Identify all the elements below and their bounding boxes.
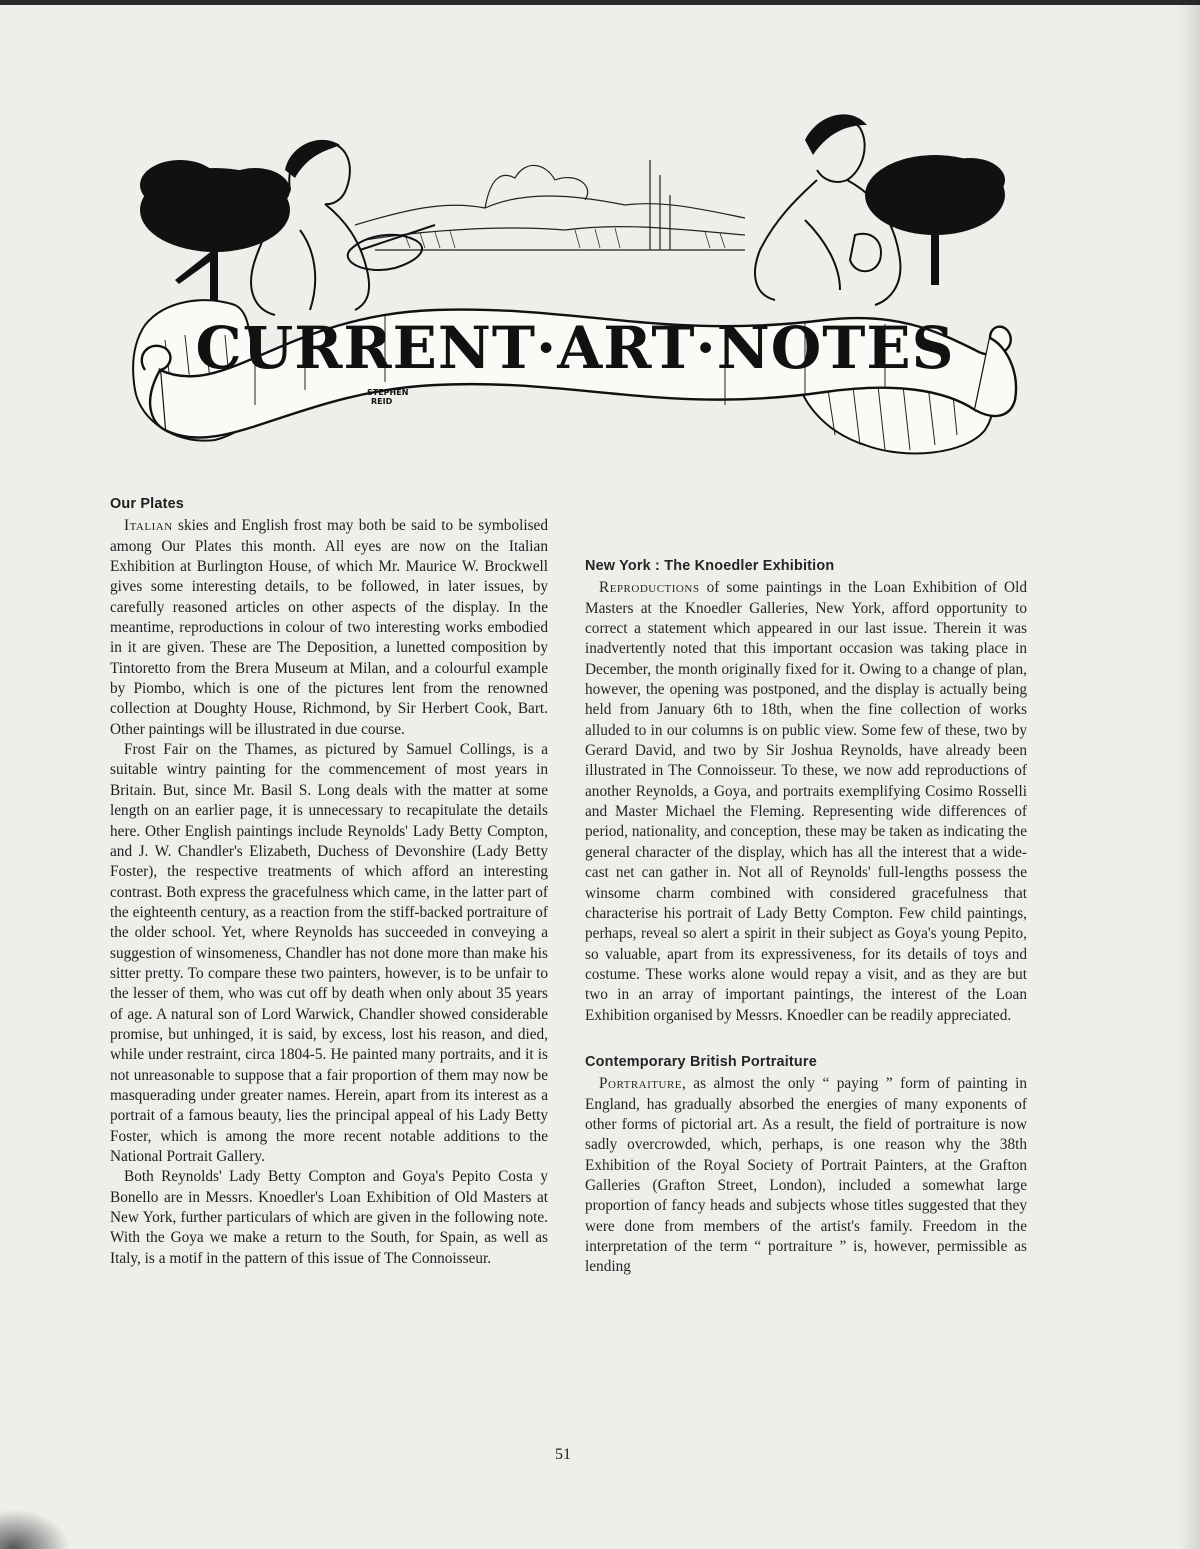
section-heading: Contemporary British Portraiture <box>585 1053 817 1070</box>
page-number: 51 <box>555 1446 571 1463</box>
article-paragraph <box>585 1074 1027 1277</box>
section-heading: New York : The Knoedler Exhibition <box>585 558 835 574</box>
scan-corner-blot <box>0 1509 70 1549</box>
article-paragraph: Frost Fair on the Thames, as pictured by Samuel Collings, is a suitable wintry painting for the commencement of most years in Britain. But, since Mr. Basil S. Long deals with the matter at some length on an earlier page, it is unnecessary to recapitulate the details here. Other English paintings include Reynolds' Lady Betty Compton, and J. W. Chandler's Elizabeth, Duchess of Devonshire (Lady Betty Foster), the respective treatments of which afford an interesting contrast. Both express the gracefulness which came, in the latter part of the eighteenth century, as a reaction from the stiff-backed portraiture of the older school. Yet, where Reynolds has succeeded in conveying a suggestion of winsomeness, Chandler has not done more than make his sitter pretty. To compare these two painters, however, is to be unfair to the lesser of them, who was cut off by death when only about 35 years of age. A natural son of Lord Warwick, Chandler showed considerable promise, but unhinged, it is said, by excess, lost his reason, and died, while under restraint, circa 1804-5. He painted many portraits, and it is not unreasonable to suppose that a fair proportion of them may now be masquerading under greater names. Herein, apart from its interest as a portrait of a famous beauty, lies the principal appeal of his Lady Betty Foster, which is among the more recent notable additions to the National Portrait Gallery. <box>110 741 548 1165</box>
article-paragraph <box>110 516 548 740</box>
paragraph-text: , as almost the only “ paying ” form of painting in England, has gradually absorbed the energies of many exponents of other forms of pictorial art. As a result, the field of portraiture is now sadly overcrowded, which, perhaps, is one reason why the 38th Exhibition of the Royal Society of Portrait Painters, at the Grafton Galleries (Grafton Street, London), included a somewhat large proportion of fancy heads and subjects whose titles suggested that they were done from members of the artist's family. Freedom in the interpretation of the term “ portraiture ” is, however, permissible as lending <box>585 1075 1027 1276</box>
scan-right-shadow <box>1178 0 1200 1549</box>
paragraph-lead: Reproductions <box>599 579 700 597</box>
article-paragraph: Both Reynolds' Lady Betty Compton and Goya's Pepito Costa y Bonello are in Messrs. Knoedler's Loan Exhibition of Old Masters at New York, further particulars of which are given in the following note. With the Goya we make a return to the South, for Spain, as well as Italy, is a motif in the pattern of this issue of The Connoisseur. <box>110 1168 548 1267</box>
section-heading: Our Plates <box>110 496 184 512</box>
paragraph-lead: Portraiture <box>599 1075 683 1093</box>
paragraph-lead: Italian <box>124 517 173 535</box>
header-illustration <box>105 100 1030 480</box>
paragraph-text: skies and English frost may both be said to be symbolised among Our Plates this month. All eyes are now on the Italian Exhibition at Burlington House, of which Mr. Maurice W. Brockwell gives some interesting details, to be followed, in later issues, by carefully reasoned articles on other aspects of the display. In the meantime, reproductions in colour of two interesting works embodied in it are given. These are The Deposition, a lunetted composition by Tintoretto from the Brera Museum at Milan, and a colourful example by Piombo, which is one of the pictures lent from the renowned collection at Doughty House, Richmond, by Sir Herbert Cook, Bart. Other paintings will be illustrated in due course. <box>110 517 548 738</box>
article-paragraph <box>585 578 1027 1026</box>
right-column <box>585 514 1027 1278</box>
scan-top-edge <box>0 0 1200 5</box>
artist-signature-line2: REID <box>371 397 393 406</box>
paragraph-text: of some paintings in the Loan Exhibition of Old Masters at the Knoedler Galleries, New York, afford opportunity to correct a statement which appeared in our last issue. Therein it was inadvertently noted that this important occasion was taking place in December, the month originally fixed for it. Owing to a change of plan, however, the opening was postponed, and the display is actually being held from January 6th to 18th, when the fine collection of works alluded to in our columns is on public view. Some few of these, two by Gerard David, and two by Sir Joshua Reynolds, have already been illustrated in The Connoisseur. To these, we now add reproductions of another Reynolds, a Goya, and portraits exemplifying Cosimo Rosselli and Master Michael the Fleming. Representing wide differences of period, nationality, and conception, these may be taken as indicating the general character of the display, which has all the interest that a wide-cast net can gather in. Not all of Reynolds' full-lengths possess the winsome charm combined with considered gracefulness that characterise his portrait of Lady Betty Compton. Few child paintings, perhaps, reveal so alert a spirit in their subject as Goya's young Pepito, so valuable, apart from its expressiveness, for its details of toys and costume. These works alone would repay a visit, and as they are but two in an array of important paintings, the interest of the Loan Exhibition organised by Messrs. Knoedler can be readily appreciated. <box>585 579 1027 1024</box>
banner-title: CURRENT·ART·NOTES <box>195 314 955 382</box>
left-column <box>110 494 548 1269</box>
artist-signature-line1: STEPHEN <box>367 388 409 397</box>
